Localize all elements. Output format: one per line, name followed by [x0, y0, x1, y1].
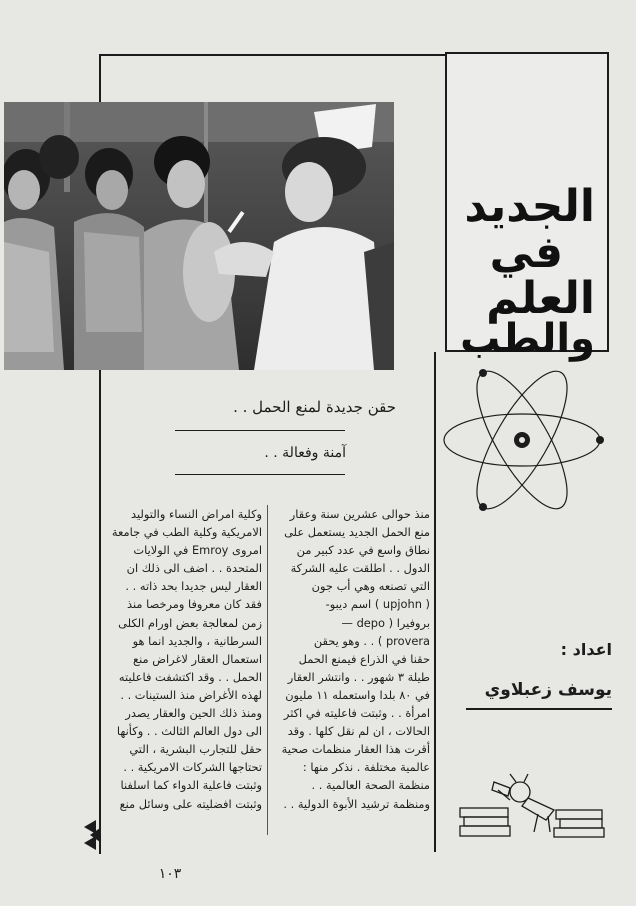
section-title-line3: العلم	[486, 273, 595, 324]
col-right-line: في ٨٠ بلدا واستعمله ١١ مليون	[285, 687, 430, 702]
col-right-line: ومنظمة ترشيد الأبوة الدولية . .	[283, 796, 430, 811]
section-title-line2: في	[489, 227, 563, 278]
section-title-line1: الجديد	[464, 181, 595, 232]
headline-1-underline	[175, 430, 345, 431]
col-right-line: نطاق واسع في عدد كبير من	[296, 543, 430, 558]
col-left-line: السرطانية ، والجديد انما هو	[132, 633, 262, 648]
col-left-line: العقار ليس جديدا بحد ذاته . .	[125, 579, 262, 594]
col-left-line: الحمل . . وقد اكتشفت فاعليته	[118, 669, 262, 684]
col-right-line: امرأة . . وثبتت فاعليته في اكثر	[283, 706, 430, 721]
col-right-line: الدول . . اطلقت عليه الشركة	[290, 561, 430, 576]
column-divider-rule	[267, 505, 268, 835]
col-left-line: وثبتت فاعلية الدواء كما اسلفنا	[120, 778, 262, 793]
col-right-line: منع الحمل الجديد يستعمل على	[284, 525, 430, 540]
section-title-line4: والطب	[460, 316, 595, 362]
col-left-line: فقد كان معروفا ومرخصا منذ	[126, 597, 262, 612]
col-left-line: وثبتت افضليته على وسائل منع	[119, 796, 262, 811]
col-left-line: استعمال العقار لاغراض منع	[133, 651, 262, 666]
headline-1: حقن جديدة لمنع الحمل . .	[233, 398, 396, 416]
col-left-line: ومنذ ذلك الحين والعقار يصدر	[125, 706, 262, 721]
col-left-line: وكلية امراض النساء والتوليد	[131, 507, 262, 521]
vaccination-photo	[4, 102, 394, 370]
frame-top-rule	[100, 54, 445, 56]
col-right-line: provera ) . . وهو يحقن	[313, 633, 430, 648]
author-name: يوسف زعبلاوي	[484, 680, 612, 700]
col-right-line: طيلة ٣ شهور . . وانتشر العقار	[287, 669, 430, 684]
col-left-line: الى دول العالم الثالث . . وكأنها	[116, 724, 262, 739]
col-left-line: لهذه الأغراض منذ الستينات . .	[120, 687, 262, 702]
col-left-line: امروى Emroy في الولايات	[133, 543, 262, 558]
reader-illustration	[458, 770, 608, 840]
atom-graphic	[440, 365, 610, 515]
col-right-line: عالمية مختلفة . نذكر منها :	[302, 760, 430, 775]
col-left-line: حقل للتجارب البشرية ، التي	[129, 742, 262, 757]
headline-2-underline	[175, 474, 345, 475]
article-column-left	[104, 505, 262, 813]
col-right-line: التي تصنعه وهي أب جون	[311, 579, 430, 594]
col-left-line: تحتاجها الشركات الامريكية . .	[123, 760, 262, 775]
col-right-line: ( upjohn ) اسم ديبو-	[325, 597, 430, 612]
col-left-line: الامريكية وكلية الطب في جامعة	[111, 525, 262, 540]
col-right-line: أقرت هذا العقار منظمات صحية	[281, 742, 430, 757]
corner-triangles	[80, 818, 102, 852]
col-right-line: بروفيرا ( depo —	[341, 615, 430, 630]
author-underline	[466, 708, 612, 710]
headline-2: آمنة وفعالة . .	[264, 445, 346, 461]
col-right-line: حقنا في الذراع فيمنع الحمل	[298, 651, 430, 666]
page-number: ١٠٣	[158, 866, 182, 882]
col-right-line: الحالات ، ان لم نقل كلها . وقد	[287, 724, 430, 739]
section-title-box	[445, 52, 609, 362]
col-left-line: زمن لمعالجة بعض اورام الكلى	[118, 615, 262, 630]
right-column-rule	[434, 352, 436, 852]
author-prefix: اعداد :	[560, 640, 612, 659]
col-left-line: المتحدة . . اضف الى ذلك ان	[126, 561, 262, 576]
col-right-line: منذ حوالى عشرين سنة وعقار	[289, 507, 430, 521]
col-right-line: منظمة الصحة العالمية . .	[311, 778, 430, 793]
article-column-right	[272, 505, 430, 813]
